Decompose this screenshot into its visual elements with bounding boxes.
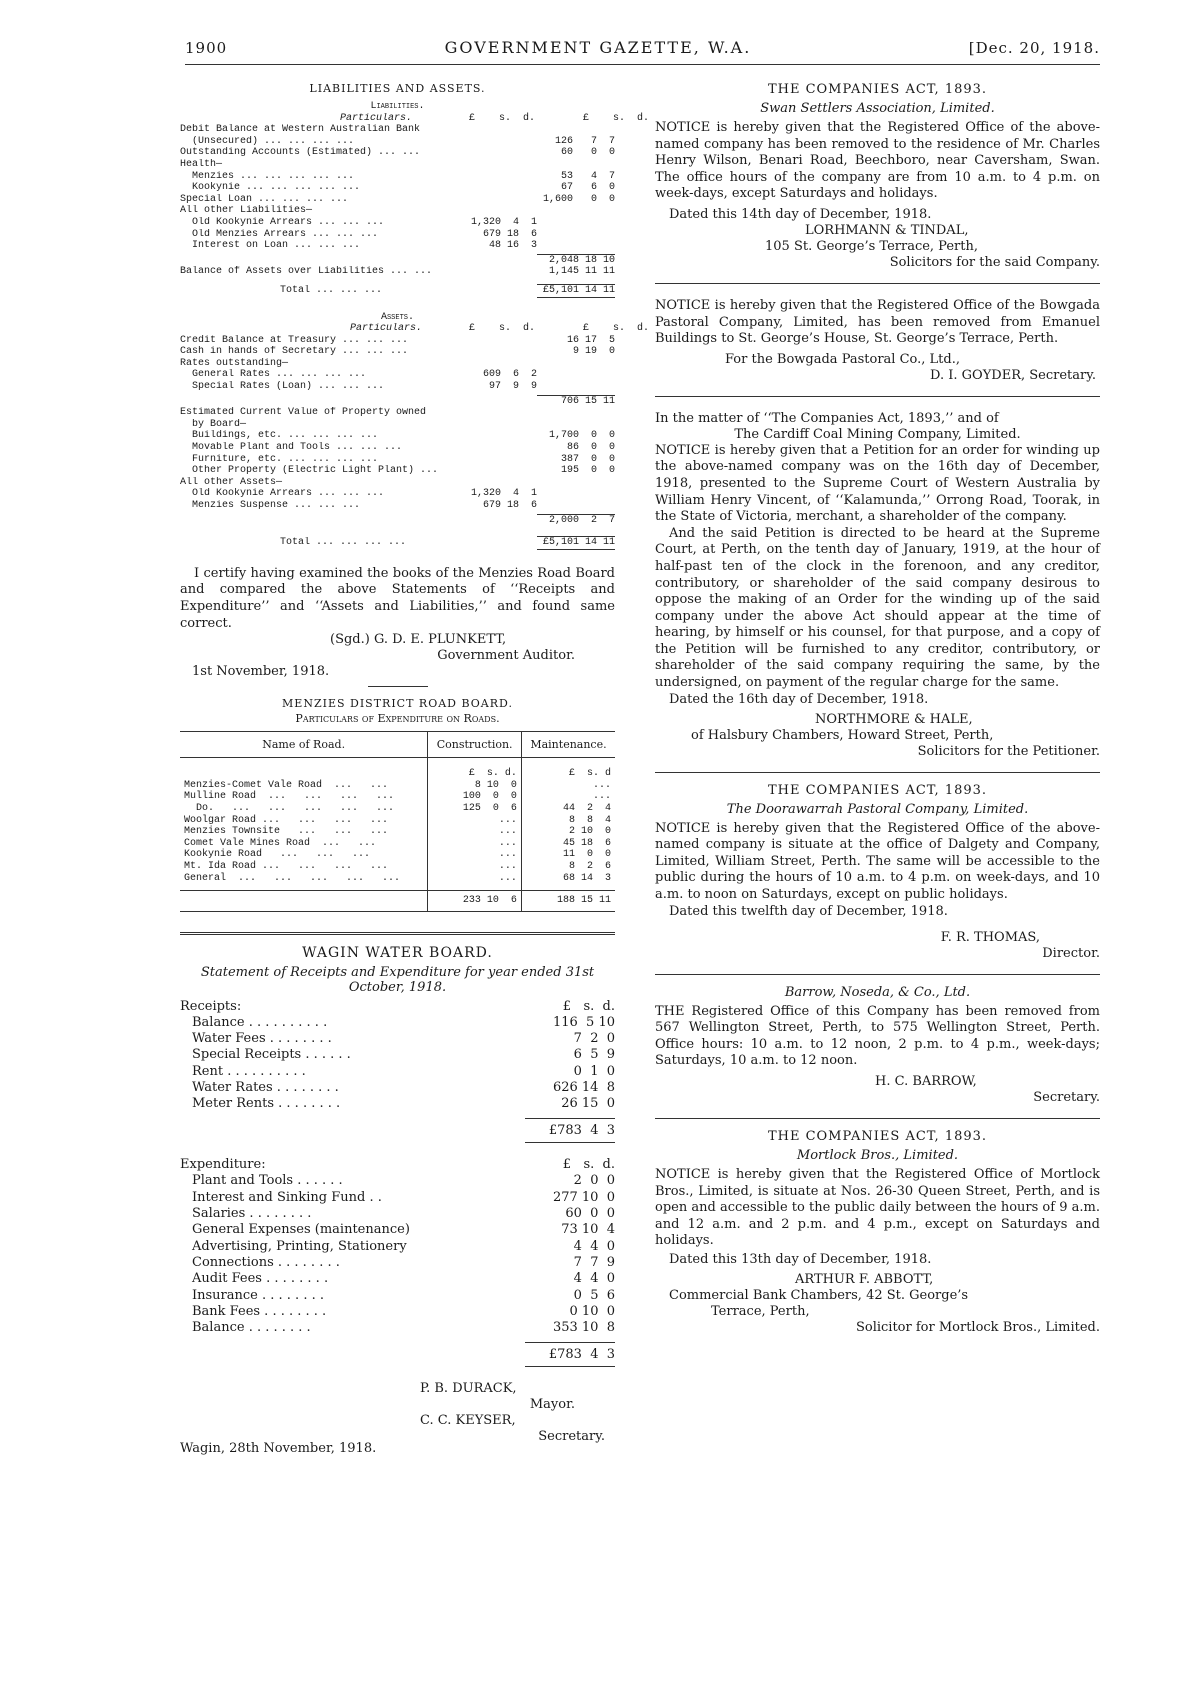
expenditure-row: Balance . . . . . . . . 353 10 8 [192,1320,615,1336]
swan-company: Swan Settlers Association, Limited. [760,101,995,116]
col-maintenance: Maintenance. [521,732,615,758]
asset-row: Menzies Suspense ... ... ... 679 18 6 [192,500,537,511]
mortlock-sig-role: Solicitor for Mortlock Bros., Limited. [855,1319,1100,1335]
divider [180,932,615,935]
cardiff-dated: Dated the 16th day of December, 1918. [669,691,929,707]
receipt-row: Rent . . . . . . . . . . 0 1 0 [192,1063,615,1079]
divider [655,283,1100,284]
swan-act-heading: THE COMPANIES ACT, 1893. [767,82,988,97]
table-row: Menzies Townsite ... ... ... ... 2 10 0 [180,826,615,838]
table-row: Mt. Ida Road ... ... ... ... ... 8 2 6 [180,861,615,873]
wagin-subtitle: Statement of Receipts and Expenditure for year ended 31st October, 1918. [200,964,595,995]
liability-row: Balance of Assets over Liabilities ... ... 1,145 11 11 [180,266,615,278]
doora-sig-role: Director. [1042,945,1100,961]
doora-act-heading: THE COMPANIES ACT, 1893. [767,782,988,798]
expenditure-row: Advertising, Printing, Stationery 4 4 0 [192,1238,615,1254]
table-row: General ... ... ... ... ... ... 68 14 3 [180,873,615,885]
liability-row: Outstanding Accounts (Estimated) ... ... 60 0 0 [180,147,615,159]
liability-row: (Unsecured) ... ... ... ... 126 7 7 [192,135,615,147]
asset-row: Cash in hands of Secretary ... ... ... 9 19 0 [180,346,615,358]
asset-row: All other Assets— [180,476,283,488]
secretary-name: C. C. KEYSER, [420,1413,516,1429]
asset-row: 2,000 2 7 [180,514,615,527]
receipts-total-row [180,1118,615,1143]
left-column [180,82,650,1457]
table-row: Do. ... ... ... ... ... 125 0 6 44 2 4 [180,803,615,815]
receipts-heading: Receipts: £ s. d. [180,998,615,1014]
divider [655,974,1100,975]
asset-row: Special Rates (Loan) ... ... ... 97 9 9 [192,381,537,393]
mortlock-company: Mortlock Bros., Limited. [796,1148,959,1163]
doora-notice-body: NOTICE is hereby given that the Registered Office of the above-named company is situate at the office of Dalgety and Company, Limited, William Street, Perth. The same will be accessible to the public during the hours of 10 a.m. to 4 p.m. on week-days, and 10 a.m. to noon on Saturdays, except on public holidays. [655,820,1100,903]
asset-row: Buildings, etc. ... ... ... ... 1,700 0 0 [192,430,615,442]
expenditure-row: Plant and Tools . . . . . . 2 0 0 [192,1173,615,1189]
barrow-company: Barrow, Noseda, & Co., Ltd. [784,984,971,1000]
expenditure-row: Insurance . . . . . . . . 0 5 6 [192,1287,615,1303]
audit-certificate: I certify having examined the books of the Menzies Road Board and compared the above Statements of ‘‘Receipts and Expenditure’’ and ‘‘Assets and Liabilities,’’ and found same correct. [180,565,615,631]
swan-notice-body: NOTICE is hereby given that the Registered Office of the above-named company has been removed to the residence of Mr. Charles Henry Wilson, Benari Road, Beechboro, near Caversham, Swan. The office hours of the company are from 10 a.m. to 4 p.m. on week-days, except Saturdays and holidays. [655,120,1100,202]
barrow-notice-body: THE Registered Office of this Company has been removed from 567 Wellington Street, Perth, to 575 Wellington Street, Perth. Office hours: 10 a.m. to 12 noon, 2 p.m. to 4 p.m., week-days; Saturdays, 10 a.m. to 12 noon. [655,1003,1100,1069]
liabilities-section [180,101,650,550]
assets-rows [180,335,615,527]
swan-dated: Dated this 14th day of December, 1918. [669,206,932,222]
expenditure-rows [180,1173,615,1336]
divider [655,396,1100,397]
expenditure-row: Salaries . . . . . . . . 60 0 0 [192,1206,615,1222]
receipt-row: Meter Rents . . . . . . . . 26 15 0 [192,1096,615,1112]
table-row: Woolgar Road ... ... ... ... ... 8 8 4 [180,815,615,827]
liabilities-col-heads: Particulars. £ s. d. £ s. d. [340,112,650,124]
liability-row: Special Loan ... ... ... ... 1,600 0 0 [180,193,615,205]
expenditure-row: Bank Fees . . . . . . . . 0 10 0 [192,1303,615,1319]
liability-row: 2,048 18 10 [180,254,615,267]
mortlock-sig-name: ARTHUR F. ABBOTT, [795,1271,934,1287]
roads-table: Name of Road. Construction. Maintenance. £ s. d. £ s. d Menzies-Comet Vale Road ... ... 8 10 0 ... Mulline Road ... ... ... ... 100 0 0 ... Do. ... ... ... ... ... 125 0 6 44 2 4 Woolgar Road ... ... ... ... ... 8 8 4 Menzies Townsite ... ... ... ... 2 10 0 Comet Vale Mines Road ... ... ... 45 18 6 Kookynie Road ... ... ... ... 11 0 0 Mt. Ida Road ... ... ... ... ... 8 2 6 General ... ... ... ... ... ... 68 14 3 233 10 6 188 15 11 [180,731,615,912]
assets-col-heads: Particulars. £ s. d. £ s. d. [350,323,650,335]
audit-date: 1st November, 1918. [192,664,330,680]
wagin-date: Wagin, 28th November, 1918. [180,1441,377,1457]
swan-sig-role: Solicitors for the said Company. [889,254,1100,270]
cardiff-company: The Cardiff Coal Mining Company, Limited. [734,426,1021,442]
liabilities-total-row: Total ... ... ... £5,101 14 11 [280,284,615,296]
mayor-title: Mayor. [529,1397,575,1413]
expenditure-row: Connections . . . . . . . . 7 7 9 [192,1254,615,1270]
liability-row: Kookynie ... ... ... ... ... 67 6 0 [192,182,615,194]
receipt-row: Water Rates . . . . . . . . 626 14 8 [192,1079,615,1095]
liability-row: All other Liabilities— [180,205,313,217]
wagin-title: WAGIN WATER BOARD. [302,944,493,961]
liabilities-heading: Liabilities. [370,101,425,112]
bowgada-signature: D. I. GOYDER, Secretary. [930,367,1096,383]
receipts-total: £783 4 3 [525,1118,615,1143]
table-row: Mulline Road ... ... ... ... 100 0 0 ... [180,791,615,803]
cardiff-sig-address: of Halsbury Chambers, Howard Street, Perth, [691,727,994,743]
doora-company: The Doorawarrah Pastoral Company, Limited. [726,801,1029,817]
cardiff-notice-body: NOTICE is hereby given that a Petition for an order for winding up the above-named company was on the 16th day of December, 1918, presented to the Supreme Court of Western Australia by William Henry Vincent, of ‘‘Kalamunda,’’ Orrong Road, Toorak, in the State of Victoria, merchant, a shareholder of the company. [655,442,1100,525]
doora-dated: Dated this twelfth day of December, 1918. [669,903,948,919]
asset-row: Movable Plant and Tools ... ... ... 86 0 0 [192,442,615,454]
asset-row: Estimated Current Value of Property owned [180,407,427,419]
col-name-of-road: Name of Road. [180,732,428,758]
swan-sig-address: 105 St. George’s Terrace, Perth, [765,238,978,254]
barrow-sig-name: H. C. BARROW, [875,1074,977,1089]
swan-sig-firm: LORHMANN & TINDAL, [805,222,969,238]
liability-row: Menzies ... ... ... ... ... 53 4 7 [192,170,615,182]
mortlock-sig-address-2: Terrace, Perth, [711,1303,810,1319]
divider [655,772,1100,773]
issue-date: [Dec. 20, 1918. [968,39,1100,57]
liability-row: Old Menzies Arrears ... ... ... 679 18 6 [192,228,537,240]
assets-total-row: Total ... ... ... ... £5,101 14 11 [280,537,615,549]
page-number: 1900 [185,39,228,57]
mortlock-notice-body: NOTICE is hereby given that the Registered Office of Mortlock Bros., Limited, is situate at Nos. 26-30 Queen Street, Perth, and is open and accessible to the public daily between the hours of 9 a.m. and 12 a.m. and 2 p.m. and 4 p.m., except on Saturdays and holidays. [655,1167,1100,1249]
expenditure-row: Audit Fees . . . . . . . . 4 4 0 [192,1271,615,1287]
liabilities-total: £5,101 14 11 [537,284,615,298]
mayor-name: P. B. DURACK, [420,1381,517,1397]
expenditure-heading: Expenditure: £ s. d. [180,1157,615,1173]
expenditure-row: General Expenses (maintenance) 73 10 4 [192,1222,615,1238]
asset-row: Rates outstanding— [180,357,289,369]
liability-row: Debit Balance at Western Australian Bank [180,124,421,136]
asset-row: 706 15 11 [180,395,615,408]
liabilities-assets-title: LIABILITIES AND ASSETS. [309,82,486,95]
assets-heading: Assets. [380,311,414,323]
cardiff-petition-body: And the said Petition is directed to be heard at the Supreme Court, at Perth, on the tenth day of January, 1919, at the hour of half-past ten of the clock in the forenoon, and any creditor, contributory, or shareholder of the said company desirous to oppose the making of an Order for the winding up of the said company under the above Act should appear at the time of hearing, by himself or his counsel, for that purpose, and a copy of the Petition will be furnished to any creditor, contributory, or shareholder of the said company requiring the same, by the undersigned, on payment of the regular charge for the same. [655,525,1100,691]
asset-row: Other Property (Electric Light Plant) ... 195 0 0 [192,465,615,477]
asset-row: Old Kookynie Arrears ... ... ... 1,320 4 1 [192,488,537,500]
divider [655,1118,1100,1119]
receipt-row: Special Receipts . . . . . . 6 5 9 [192,1047,615,1063]
cardiff-intro: In the matter of ‘‘The Companies Act, 1893,’’ and of [655,410,999,426]
asset-row: General Rates ... ... ... ... 609 6 2 [192,369,537,381]
asset-row: by Board— [192,418,247,430]
receipt-row: Balance . . . . . . . . . . 116 5 10 [192,1014,615,1030]
assets-total: £5,101 14 11 [537,536,615,550]
maintenance-total: 188 15 11 [521,891,615,912]
expenditure-total-row [180,1342,615,1367]
bowgada-for: For the Bowgada Pastoral Co., Ltd., [725,351,960,367]
liability-row: Interest on Loan ... ... ... 48 16 3 [192,240,537,252]
secretary-title: Secretary. [538,1429,605,1445]
liability-row: Old Kookynie Arrears ... ... ... 1,320 4 1 [192,216,537,228]
road-board-title: MENZIES DISTRICT ROAD BOARD. [282,697,513,711]
asset-row: Furniture, etc. ... ... ... ... 387 0 0 [192,453,615,465]
bowgada-notice-body: NOTICE is hereby given that the Registered Office of the Bowgada Pastoral Company, Limited, has been removed from Emanuel Buildings to St. George’s House, St. George’s Terrace, Perth. [655,297,1100,347]
asset-row: Credit Balance at Treasury ... ... ... 16 17 5 [180,334,615,346]
mortlock-act-heading: THE COMPANIES ACT, 1893. [767,1129,988,1144]
expenditure-total: £783 4 3 [525,1342,615,1367]
col-construction: Construction. [428,732,522,758]
barrow-sig-role: Secretary. [1033,1090,1100,1105]
table-row: Menzies-Comet Vale Road ... ... 8 10 0 ... [180,780,615,792]
page-header [185,38,1100,65]
receipt-row: Water Fees . . . . . . . . 7 2 0 [192,1030,615,1046]
receipts-rows [180,1015,615,1113]
table-row: Comet Vale Mines Road ... ... ... 45 18 6 [180,838,615,850]
road-board-subtitle: Particulars of Expenditure on Roads. [295,712,500,726]
cardiff-sig-role: Solicitors for the Petitioner. [917,743,1100,759]
liability-row: Health— [180,158,223,170]
liabilities-rows [180,124,615,278]
auditor-signature: (Sgd.) G. D. E. PLUNKETT, [330,632,507,648]
cardiff-sig-firm: NORTHMORE & HALE, [815,711,973,727]
table-row: Kookynie Road ... ... ... ... 11 0 0 [180,849,615,861]
construction-total: 233 10 6 [428,891,522,912]
doora-sig-name: F. R. THOMAS, [940,929,1040,945]
auditor-title: Government Auditor. [437,648,575,664]
divider [368,686,428,687]
expenditure-row: Interest and Sinking Fund . . 277 10 0 [192,1189,615,1205]
mortlock-sig-address: Commercial Bank Chambers, 42 St. George’s [669,1287,969,1303]
right-column [655,82,1100,1336]
gazette-title: GOVERNMENT GAZETTE, W.A. [444,38,752,57]
mortlock-dated: Dated this 13th day of December, 1918. [669,1251,932,1267]
